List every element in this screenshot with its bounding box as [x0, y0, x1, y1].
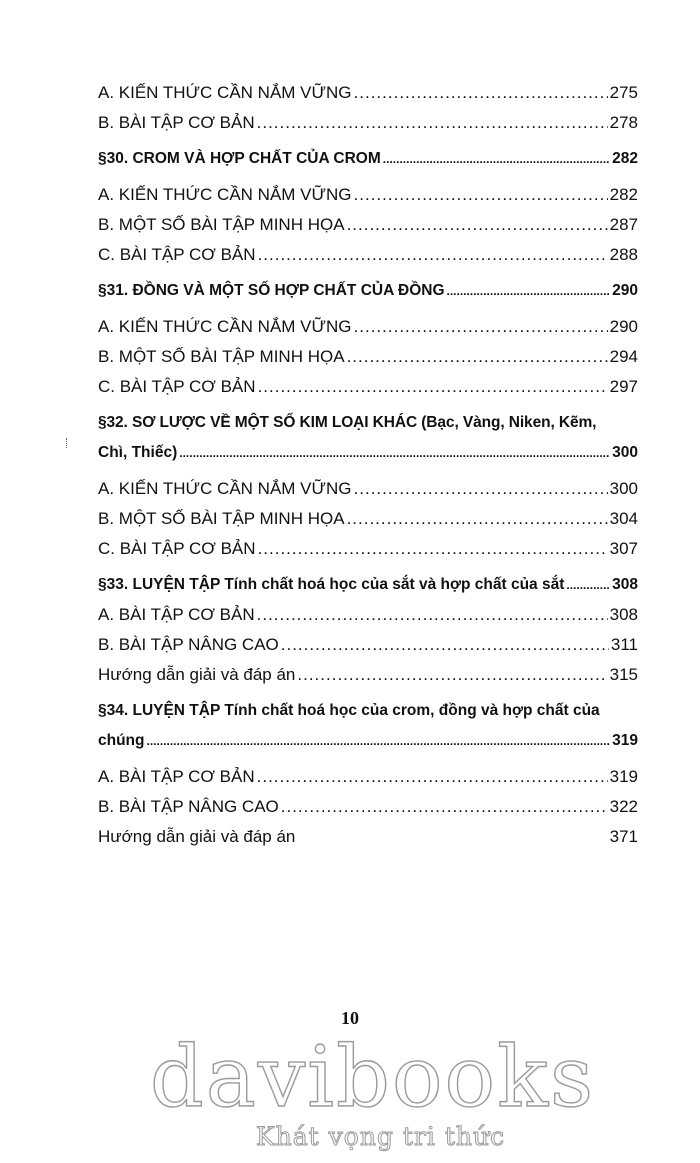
toc-entry [98, 474, 638, 504]
toc-entry [98, 630, 638, 660]
toc-entry [98, 792, 638, 822]
toc-entry-title: B. BÀI TẬP NÂNG CAO [98, 797, 279, 816]
toc-section-title-cont: Chì, Thiếc) [98, 444, 178, 461]
dot-leader [179, 438, 610, 468]
toc-entry [98, 342, 638, 372]
toc-entry-title: B. MỘT SỐ BÀI TẬP MINH HỌA [98, 215, 345, 234]
dot-leader [147, 726, 611, 756]
toc-entry-page: 297 [609, 377, 638, 396]
toc-entry-page: 290 [609, 317, 638, 336]
toc-section-page: 290 [612, 282, 638, 299]
toc-section-page: 308 [612, 576, 638, 593]
toc-entry-title: A. BÀI TẬP CƠ BẢN [98, 605, 255, 624]
toc-entry-title: B. MỘT SỐ BÀI TẬP MINH HỌA [98, 509, 345, 528]
toc-entry-title: B. MỘT SỐ BÀI TẬP MINH HỌA [98, 347, 345, 366]
toc-entry-page: 300 [609, 479, 638, 498]
toc-entry [98, 504, 638, 534]
toc-entry [98, 210, 638, 240]
toc-entry-page: 322 [609, 797, 638, 816]
dot-leader [257, 762, 608, 792]
toc-section-title: §32. SƠ LƯỢC VỀ MỘT SỐ KIM LOẠI KHÁC (Bạc, Vàng, Niken, Kẽm, [98, 414, 597, 431]
toc-section-page: 319 [612, 732, 638, 749]
toc-entry-page: 308 [609, 605, 638, 624]
page-number: 10 [341, 1008, 359, 1028]
dot-leader [354, 474, 608, 504]
toc-entry [98, 534, 638, 564]
toc-entry-title: B. BÀI TẬP CƠ BẢN [98, 113, 255, 132]
toc-entry-title: A. KIẾN THỨC CẦN NẮM VỮNG [98, 479, 352, 498]
toc-entry [98, 312, 638, 342]
toc-entry-title: Hướng dẫn giải và đáp án [98, 827, 296, 846]
toc-section-heading [98, 570, 638, 600]
watermark-slogan: Khát vọng tri thức [256, 1122, 506, 1151]
toc-entry-title: Hướng dẫn giải và đáp án [98, 665, 296, 684]
toc-entry [98, 660, 638, 690]
dot-leader [347, 504, 608, 534]
toc-entry-page: 311 [610, 635, 638, 654]
dot-leader [354, 312, 608, 342]
toc-entry-title: A. KIẾN THỨC CẦN NẮM VỮNG [98, 317, 352, 336]
dot-leader [257, 108, 608, 138]
dot-leader [354, 180, 608, 210]
toc-section-page: 282 [612, 150, 638, 167]
dot-leader [566, 570, 610, 600]
toc-entry [98, 822, 638, 852]
dot-leader [347, 342, 608, 372]
toc-entry [98, 180, 638, 210]
toc-section-heading [98, 408, 638, 468]
toc-section-page: 300 [612, 444, 638, 461]
toc-entry [98, 600, 638, 630]
toc-entry-page: 288 [609, 245, 638, 264]
toc-section-heading [98, 144, 638, 174]
toc-entry-title: C. BÀI TẬP CƠ BẢN [98, 377, 256, 396]
toc-section-heading [98, 276, 638, 306]
watermark-logo: davibooks [150, 1028, 596, 1126]
toc-entry [98, 78, 638, 108]
toc-entry-page: 278 [609, 113, 638, 132]
toc-entry-page: 304 [609, 509, 638, 528]
toc-entry-page: 315 [609, 665, 638, 684]
toc-entry-title: A. BÀI TẬP CƠ BẢN [98, 767, 255, 786]
toc-entry-page: 275 [609, 83, 638, 102]
toc-entry-page: 294 [609, 347, 638, 366]
dot-leader [297, 660, 607, 690]
dot-leader [257, 600, 608, 630]
toc-entry [98, 762, 638, 792]
dot-leader [354, 78, 608, 108]
toc-section-title: §34. LUYỆN TẬP Tính chất hoá học của crom, đồng và hợp chất của [98, 702, 600, 719]
dot-leader [281, 792, 608, 822]
toc-entry-page: 307 [609, 539, 638, 558]
dot-leader [447, 276, 611, 306]
toc-entry-page: 287 [609, 215, 638, 234]
toc-entry-page: 319 [609, 767, 638, 786]
toc-section-title: §30. CROM VÀ HỢP CHẤT CỦA CROM [98, 150, 381, 167]
margin-mark [66, 438, 69, 448]
toc-entry-title: C. BÀI TẬP CƠ BẢN [98, 245, 256, 264]
table-of-contents [98, 78, 638, 852]
toc-entry-page: 371 [609, 827, 638, 846]
toc-section-heading [98, 696, 638, 756]
toc-entry [98, 108, 638, 138]
dot-leader [347, 210, 608, 240]
toc-section-title-cont: chúng [98, 732, 145, 749]
toc-section-title: §31. ĐỒNG VÀ MỘT SỐ HỢP CHẤT CỦA ĐỒNG [98, 282, 445, 299]
toc-entry [98, 240, 638, 270]
dot-leader [281, 630, 609, 660]
toc-entry-title: C. BÀI TẬP CƠ BẢN [98, 539, 256, 558]
dot-leader [383, 144, 610, 174]
toc-entry-title: A. KIẾN THỨC CẦN NẮM VỮNG [98, 185, 352, 204]
toc-entry-title: A. KIẾN THỨC CẦN NẮM VỮNG [98, 83, 352, 102]
toc-entry-page: 282 [609, 185, 638, 204]
dot-leader [258, 372, 608, 402]
dot-leader [258, 534, 608, 564]
dot-leader [258, 240, 608, 270]
toc-section-continuation [98, 438, 638, 468]
toc-entry [98, 372, 638, 402]
toc-section-title: §33. LUYỆN TẬP Tính chất hoá học của sắt và hợp chất của sắt [98, 576, 565, 593]
toc-section-continuation [98, 726, 638, 756]
toc-entry-title: B. BÀI TẬP NÂNG CAO [98, 635, 279, 654]
